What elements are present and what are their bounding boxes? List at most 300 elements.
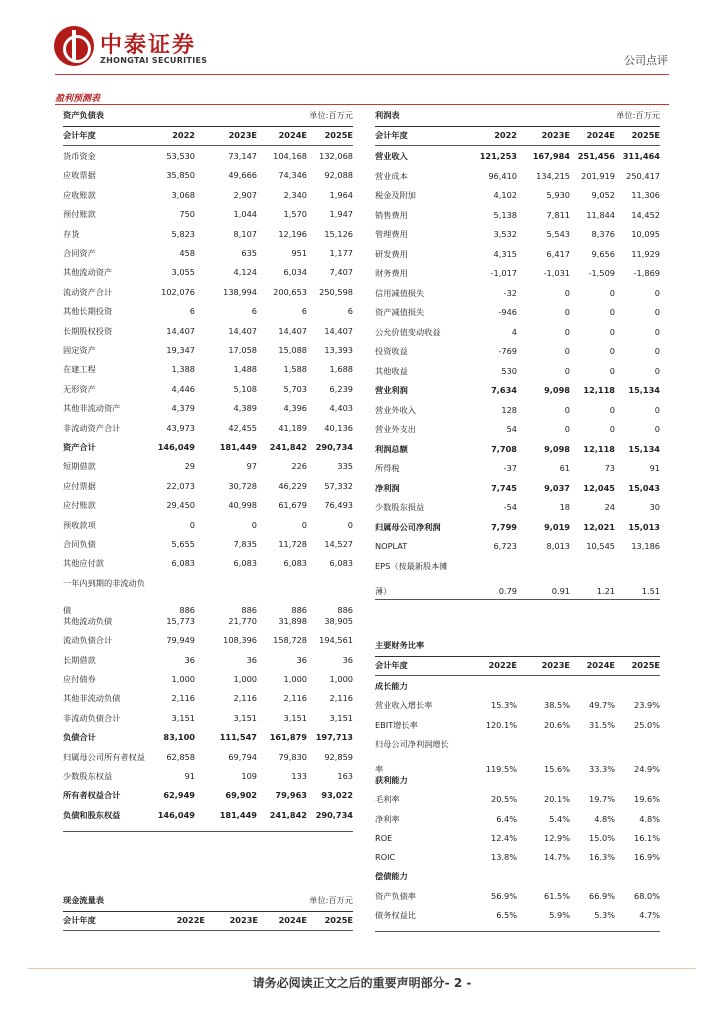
row-label: 净利率 [375, 813, 400, 824]
table-row [63, 752, 353, 771]
row-value: 83,100 [163, 732, 195, 743]
logo-name-cn: 中泰证券 [100, 33, 197, 58]
table-row [63, 732, 353, 751]
table-row [63, 655, 353, 674]
table-row [63, 267, 353, 286]
row-label: 净利润 [375, 482, 400, 493]
row-value: 7,835 [233, 539, 257, 549]
table-row [63, 500, 353, 519]
income-header-year: 2022 [494, 130, 517, 140]
row-value: 21,770 [228, 615, 257, 626]
document-type: 公司点评 [624, 54, 668, 67]
table-row [63, 442, 353, 461]
row-value: 3,151 [283, 712, 307, 723]
table-row [375, 385, 660, 405]
row-value: 146,049 [157, 809, 195, 820]
row-label: 长期股权投资 [63, 325, 113, 336]
table-row [63, 674, 353, 693]
logo-name-en: ZHONGTAI SECURITIES [100, 56, 208, 65]
row-value: 6,083 [329, 558, 353, 569]
row-label: 管理费用 [375, 229, 408, 239]
row-value: 16.9% [633, 852, 660, 863]
row-value: 251,456 [577, 151, 615, 161]
table-row [63, 635, 353, 654]
row-value: 11,728 [278, 539, 307, 549]
row-value: 74,346 [278, 170, 307, 181]
row-label: 应收票据 [63, 170, 96, 181]
row-value: 66.9% [588, 890, 615, 901]
income-header-label: 会计年度 [375, 130, 408, 140]
row-label: 获利能力 [375, 774, 408, 785]
row-value: 1,488 [233, 364, 257, 375]
row-value: 181,449 [219, 809, 257, 820]
row-value: 19.6% [633, 794, 660, 805]
row-value: 0 [654, 404, 660, 415]
row-value: -1,509 [588, 268, 615, 278]
row-value: 16.3% [588, 852, 615, 863]
row-value: 93,022 [321, 790, 353, 801]
row-label: 少数股东权益 [63, 771, 113, 781]
row-value: 16.1% [633, 832, 660, 843]
row-value: 18 [559, 502, 570, 512]
row-value: 1,964 [329, 189, 353, 200]
row-value: 4,315 [493, 248, 517, 259]
row-value: 13,393 [324, 345, 353, 355]
row-value: 15,126 [324, 228, 353, 239]
row-value: 1,388 [171, 364, 195, 375]
row-value: 4,389 [233, 403, 257, 414]
row-value: 11,929 [631, 248, 660, 259]
table-title-row [63, 110, 353, 124]
row-value: 30,728 [228, 480, 257, 491]
table-row [375, 910, 660, 929]
ratios-header-rule [375, 675, 660, 676]
income-header-year: 2025E [631, 130, 660, 140]
row-value: 0 [654, 326, 660, 337]
row-value: 73 [604, 463, 615, 473]
table-row [375, 700, 660, 719]
row-value: 79,963 [275, 790, 307, 801]
ratios-header-year: 2023E [541, 660, 570, 670]
row-value: 0 [347, 519, 353, 530]
row-value: 0 [564, 287, 570, 298]
row-label: 所有者权益合计 [63, 790, 121, 801]
row-label: 非流动负债合计 [63, 712, 121, 723]
row-label: 存货 [63, 228, 80, 239]
row-value: 0.79 [498, 585, 517, 596]
company-logo [54, 26, 254, 76]
table-title-row [63, 895, 353, 909]
row-value: 61.5% [543, 890, 570, 901]
row-label: 其他非流动负债 [63, 693, 121, 704]
row-value: 6 [347, 306, 353, 317]
table-row [375, 229, 660, 249]
table-row [63, 578, 353, 616]
row-value: 0 [189, 519, 195, 530]
row-label: 营业利润 [375, 385, 408, 395]
table-row [63, 693, 353, 712]
row-value: 56.9% [490, 890, 517, 901]
row-value: 4 [511, 326, 517, 337]
row-value: -32 [503, 287, 517, 298]
row-value: 36 [296, 654, 307, 665]
row-label: 资产负债率 [375, 890, 416, 901]
table-row [63, 790, 353, 809]
row-value: 458 [179, 248, 195, 258]
row-label: 资产合计 [63, 442, 96, 452]
row-value: 0 [564, 326, 570, 337]
row-label: 应收账款 [63, 189, 96, 200]
row-value: 5,823 [171, 228, 195, 239]
row-label: 非流动资产合计 [63, 422, 121, 433]
row-value: 46,229 [278, 480, 307, 491]
row-value: 119.5% [485, 763, 517, 774]
row-value: 161,879 [269, 732, 307, 743]
row-value: 9,037 [544, 482, 570, 493]
balance-header-year: 2024E [278, 130, 307, 140]
table-row [375, 739, 660, 775]
row-value: 14,407 [228, 325, 257, 336]
row-label: 营业外支出 [375, 424, 416, 434]
row-value: 1,570 [283, 209, 307, 220]
row-label: 归母公司净利润增长 [375, 738, 449, 749]
row-value: 3,151 [233, 712, 257, 723]
table-row [63, 287, 353, 306]
row-value: 121,253 [479, 151, 517, 161]
row-value: 0 [609, 346, 615, 356]
row-label: 归属母公司所有者权益 [63, 751, 145, 762]
row-value: 6,083 [283, 558, 307, 569]
table-row [375, 171, 660, 191]
row-value: 8,013 [546, 541, 570, 551]
row-value: 14.7% [543, 852, 570, 863]
row-label: 营业收入增长率 [375, 700, 433, 711]
table-header-row [375, 130, 660, 142]
row-value: 102,076 [161, 286, 195, 297]
table-row [375, 891, 660, 910]
row-value: 10,095 [631, 229, 660, 239]
row-value: 15.6% [543, 763, 570, 774]
row-value: 6,083 [171, 558, 195, 569]
row-value: 20.6% [543, 719, 570, 730]
income-top-rule [375, 126, 660, 127]
row-value: 73,147 [228, 151, 257, 161]
table-row [375, 444, 660, 464]
balance-unit: 单位:百万元 [309, 110, 353, 120]
row-value: 4,403 [329, 403, 353, 414]
row-value: 4,102 [493, 190, 517, 200]
income-unit: 单位:百万元 [616, 110, 660, 120]
row-value: 19,347 [166, 345, 195, 355]
cashflow-header-year: 2024E [278, 915, 307, 925]
row-label-cont: 债 [63, 604, 72, 615]
row-value: 31,898 [278, 615, 307, 626]
row-value: 146,049 [157, 442, 195, 452]
footer-divider [28, 968, 696, 969]
table-row [375, 366, 660, 386]
row-value: 1,000 [233, 674, 257, 684]
row-value: 290,734 [315, 809, 353, 820]
row-value: 36 [342, 654, 353, 665]
row-value: 886 [179, 604, 195, 615]
row-value: 40,998 [228, 500, 257, 511]
row-label: 所得税 [375, 463, 400, 473]
row-value: 0 [654, 365, 660, 376]
balance-header-label: 会计年度 [63, 130, 96, 140]
row-value: 1,947 [329, 209, 353, 220]
row-label-cont: 率 [375, 763, 384, 774]
row-label: NOPLAT [375, 541, 408, 551]
row-label: 其他应付款 [63, 558, 104, 569]
row-value: 36 [246, 654, 257, 665]
row-value: 163 [337, 771, 353, 781]
row-value: 9,098 [544, 443, 570, 454]
row-label: 资产减值损失 [375, 307, 425, 317]
row-value: 5,108 [233, 383, 257, 394]
row-label: EPS（按最新股本摊 [375, 560, 448, 571]
row-value: 15,134 [628, 443, 660, 454]
row-value: 11,306 [631, 190, 660, 200]
row-value: 61,679 [278, 500, 307, 511]
row-value: 0 [609, 287, 615, 298]
row-label: 债务权益比 [375, 910, 416, 920]
row-label: 短期借款 [63, 461, 96, 472]
ratios-header-year: 2024E [586, 660, 615, 670]
row-value: 1.21 [596, 585, 615, 596]
row-value: 0.91 [551, 585, 570, 596]
row-value: 1.51 [641, 585, 660, 596]
row-value: 92,088 [324, 170, 353, 181]
row-value: 23.9% [633, 700, 660, 711]
row-value: 22,073 [166, 480, 195, 491]
row-value: 30 [649, 502, 660, 512]
table-row [375, 190, 660, 210]
row-value: 5.9% [549, 910, 570, 920]
header-divider [55, 74, 669, 75]
row-label: 预付账款 [63, 209, 96, 220]
row-value: 167,984 [532, 151, 570, 161]
row-label: 负债和股东权益 [63, 809, 121, 820]
table-row [63, 345, 353, 364]
row-value: 8,376 [591, 229, 615, 239]
row-value: 0 [564, 404, 570, 415]
row-value: -54 [503, 502, 517, 512]
row-label: ROIC [375, 852, 396, 863]
row-value: -1,017 [490, 268, 517, 278]
row-value: 97 [246, 461, 257, 472]
row-value: 12,118 [583, 443, 615, 454]
table-row [63, 364, 353, 383]
cashflow-table [63, 895, 353, 940]
income-header-year: 2024E [586, 130, 615, 140]
table-row [63, 539, 353, 558]
row-value: 2,340 [283, 189, 307, 200]
table-header-row [375, 660, 660, 672]
page-footer: 请务必阅读正文之后的重要声明部分- 2 - [252, 976, 472, 990]
row-value: 9,098 [544, 385, 570, 395]
table-row [63, 170, 353, 189]
row-value: 12,118 [583, 385, 615, 395]
table-row [375, 561, 660, 597]
row-value: 2,116 [171, 693, 195, 704]
row-label: 负债合计 [63, 732, 96, 743]
row-value: 79,949 [166, 635, 195, 646]
table-row [375, 541, 660, 561]
table-row [63, 713, 353, 732]
row-value: 91 [649, 463, 660, 473]
row-value: 24 [604, 502, 615, 512]
row-value: 886 [241, 604, 257, 615]
row-label: 偿债能力 [375, 871, 408, 882]
row-value: 1,177 [329, 248, 353, 258]
table-row [375, 327, 660, 347]
row-value: 0 [654, 424, 660, 434]
row-value: 6,723 [493, 541, 517, 551]
row-value: 0 [251, 519, 257, 530]
row-label: 成长能力 [375, 681, 408, 691]
row-value: 69,902 [225, 790, 257, 801]
row-label: 长期借款 [63, 654, 96, 665]
row-value: 250,417 [626, 170, 660, 181]
row-value: 7,708 [491, 443, 517, 454]
ratios-header-label: 会计年度 [375, 660, 408, 670]
row-label: 货币资金 [63, 151, 96, 161]
row-value: 6,239 [329, 383, 353, 394]
row-value: 750 [179, 209, 195, 220]
row-value: 43,973 [166, 422, 195, 433]
table-row [63, 403, 353, 422]
logo-mark-icon [54, 26, 94, 66]
table-row [63, 326, 353, 345]
row-value: 7,634 [491, 385, 517, 395]
table-row [375, 288, 660, 308]
row-value: 7,799 [491, 521, 517, 532]
row-label: 流动负债合计 [63, 635, 113, 646]
row-label: 无形资产 [63, 383, 96, 394]
row-value: 14,407 [166, 325, 195, 336]
row-value: 5,930 [546, 190, 570, 200]
row-label: 毛利率 [375, 794, 400, 805]
row-value: 311,464 [622, 151, 660, 161]
table-row [375, 681, 660, 700]
row-value: 635 [241, 248, 257, 258]
income-title: 利润表 [375, 110, 400, 120]
row-value: 62,858 [166, 751, 195, 762]
table-row [63, 520, 353, 539]
row-value: 10,545 [586, 541, 615, 551]
row-value: 15,088 [278, 345, 307, 355]
row-value: -1,869 [633, 268, 660, 278]
cashflow-header-rule [63, 930, 353, 931]
row-label: 应付债券 [63, 674, 96, 684]
table-row [375, 720, 660, 739]
balance-sheet-table [63, 110, 353, 880]
row-value: 14,452 [631, 209, 660, 220]
row-value: 57,332 [324, 480, 353, 491]
row-value: 6,034 [283, 267, 307, 278]
row-value: 290,734 [315, 442, 353, 452]
row-label: 营业外收入 [375, 404, 416, 415]
table-row [375, 346, 660, 366]
row-label: 销售费用 [375, 209, 408, 220]
table-row [63, 771, 353, 790]
row-value: 12,021 [583, 521, 615, 532]
cashflow-header-year: 2023E [229, 915, 258, 925]
row-value: 6,417 [546, 248, 570, 259]
row-value: 9,656 [591, 248, 615, 259]
row-value: 13.8% [490, 852, 517, 863]
row-value: 5.4% [549, 813, 570, 824]
row-value: 7,407 [329, 267, 353, 278]
row-value: 35,850 [166, 170, 195, 181]
row-value: 2,116 [329, 693, 353, 704]
table-row [375, 463, 660, 483]
table-row [375, 151, 660, 171]
balance-header-year: 2023E [228, 130, 257, 140]
row-value: 19.7% [588, 794, 615, 805]
table-row [63, 384, 353, 403]
row-value: 20.5% [490, 794, 517, 805]
row-value: 12.4% [490, 832, 517, 843]
row-label: 其他收益 [375, 365, 408, 376]
table-row [375, 794, 660, 813]
row-value: 15,013 [628, 521, 660, 532]
table-row [63, 481, 353, 500]
row-value: 53,530 [166, 151, 195, 161]
row-value: 0 [564, 307, 570, 317]
row-value: 15,134 [628, 385, 660, 395]
row-value: 7,745 [491, 482, 517, 493]
row-value: 8,107 [233, 228, 257, 239]
row-label: 少数股东损益 [375, 502, 425, 512]
row-value: 68.0% [633, 890, 660, 901]
row-label: 在建工程 [63, 364, 96, 375]
row-value: 104,168 [273, 151, 307, 161]
row-value: 194,561 [319, 635, 353, 646]
row-value: 4,396 [283, 403, 307, 414]
row-value: 29,450 [166, 500, 195, 511]
row-value: 0 [654, 346, 660, 356]
row-value: 25.0% [633, 719, 660, 730]
row-value: 4,124 [233, 267, 257, 278]
cashflow-header-label: 会计年度 [63, 915, 96, 925]
table-row [375, 307, 660, 327]
row-value: 3,532 [493, 229, 517, 239]
row-value: 134,215 [536, 170, 570, 181]
table-title-row [375, 640, 660, 654]
row-value: 3,068 [171, 189, 195, 200]
row-value: 0 [564, 346, 570, 356]
row-label: 应付账款 [63, 500, 96, 511]
row-value: 241,842 [269, 809, 307, 820]
row-value: 17,058 [228, 345, 257, 355]
row-value: 24.9% [633, 763, 660, 774]
row-value: 0 [564, 424, 570, 434]
table-row [63, 248, 353, 267]
table-row [375, 775, 660, 794]
row-value: 250,598 [319, 286, 353, 297]
table-row [375, 852, 660, 871]
row-value: 12,045 [583, 482, 615, 493]
table-row [375, 210, 660, 230]
financial-ratios-table [375, 640, 660, 940]
row-label: 固定资产 [63, 345, 96, 355]
row-value: -37 [503, 463, 517, 473]
row-value: 0 [609, 365, 615, 376]
row-value: 530 [501, 365, 517, 376]
row-value: 0 [301, 519, 307, 530]
row-value: 335 [337, 461, 353, 472]
